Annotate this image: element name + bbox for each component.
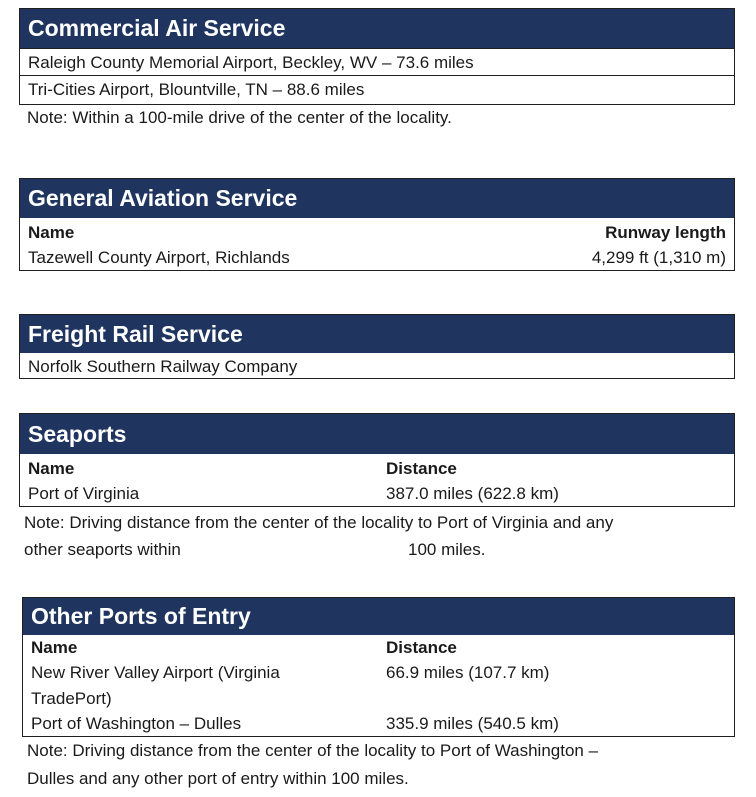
seaports-title: Seaports xyxy=(20,414,734,454)
commercial-air-note: Note: Within a 100-mile drive of the center of the locality. xyxy=(27,108,452,127)
other-ports-row-1-line-2: TradePort) xyxy=(31,689,112,708)
seaports-port-name: Port of Virginia xyxy=(28,484,140,503)
other-ports-row-2 xyxy=(23,712,734,738)
seaports-section xyxy=(19,413,735,507)
general-aviation-title: General Aviation Service xyxy=(20,179,734,218)
freight-rail-section xyxy=(19,314,735,379)
other-ports-note-line-1: Note: Driving distance from the center of the locality to Port of Washington – xyxy=(27,741,599,760)
seaports-header-distance: Distance xyxy=(386,459,457,478)
general-aviation-header-name: Name xyxy=(28,223,75,242)
seaports-note-line-2b: 100 miles. xyxy=(408,540,486,559)
seaports-note-line-2a: other seaports within xyxy=(24,540,181,559)
seaports-header-row xyxy=(20,457,734,483)
general-aviation-runway-length: 4,299 ft (1,310 m) xyxy=(591,248,726,267)
seaports-note-line-1: Note: Driving distance from the center of the locality to Port of Virginia and any xyxy=(24,513,614,532)
seaports-header-name: Name xyxy=(28,459,75,478)
general-aviation-airport-name: Tazewell County Airport, Richlands xyxy=(28,248,290,267)
other-ports-row-2-name: Port of Washington – Dulles xyxy=(31,714,242,733)
general-aviation-section xyxy=(19,178,735,271)
other-ports-row-2-distance: 335.9 miles (540.5 km) xyxy=(386,714,559,733)
general-aviation-header-runway: Runway length xyxy=(605,223,726,242)
general-aviation-data-row xyxy=(20,246,734,272)
freight-rail-row: Norfolk Southern Railway Company xyxy=(28,357,298,376)
other-ports-header-row xyxy=(23,636,734,662)
other-ports-section xyxy=(22,597,735,737)
seaports-port-distance: 387.0 miles (622.8 km) xyxy=(386,484,559,503)
general-aviation-header-row xyxy=(20,221,734,247)
commercial-air-section xyxy=(19,8,735,105)
other-ports-header-distance: Distance xyxy=(386,638,457,657)
freight-rail-title: Freight Rail Service xyxy=(20,315,734,353)
other-ports-note-line-2: Dulles and any other port of entry within 100 miles. xyxy=(27,769,409,788)
commercial-air-title: Commercial Air Service xyxy=(20,9,734,48)
other-ports-row-1-line-1 xyxy=(23,661,734,687)
commercial-air-row-2: Tri-Cities Airport, Blountville, TN – 88.6 miles xyxy=(20,75,734,104)
commercial-air-row-1: Raleigh County Memorial Airport, Beckley, WV – 73.6 miles xyxy=(20,48,734,75)
other-ports-title: Other Ports of Entry xyxy=(23,598,734,635)
other-ports-row-1-name: New River Valley Airport (Virginia xyxy=(31,663,280,682)
other-ports-row-1-distance: 66.9 miles (107.7 km) xyxy=(386,663,550,682)
seaports-data-row xyxy=(20,482,734,508)
other-ports-header-name: Name xyxy=(31,638,78,657)
